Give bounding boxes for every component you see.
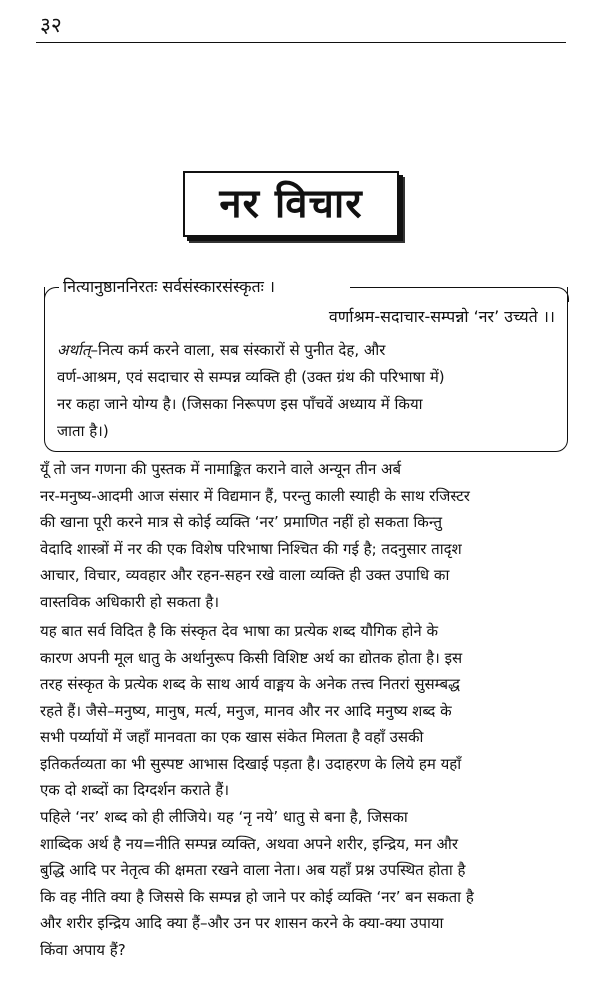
verse-box-corner-right <box>350 287 569 302</box>
page-number: ३२ <box>40 13 62 37</box>
paragraph-3: पहिले ‘नर’ शब्द को ही लीजिये। यह ‘नृ नये’ धातु से बना है, जिसका शाब्दिक अर्थ है नय=नीति सम्पन्न व्यक्ति, अथवा अपने शरीर, इन्द्रिय, मन और बुद्धि आदि पर नेतृत्व की क्षमता रखने वाला नेता। अब यहाँ प्रश्न उपस्थित होता है कि वह नीति क्या है जिससे कि सम्पन्न हो जाने पर कोई व्यक्ति ‘नर’ बन सकता है और शरीर इन्द्रिय आदि क्या हैं–और उन पर शासन करने के क्या-क्या उपाया किंवा अपाय हैं? <box>40 808 474 959</box>
paragraph-2: यह बात सर्व विदित है कि संस्कृत देव भाषा का प्रत्येक शब्द यौगिक होने के कारण अपनी मूल धातु के अर्थानुरूप किसी विशिष्ट अर्थ का द्योतक होता है। इस तरह संस्कृत के प्रत्येक शब्द के साथ आर्य वाङ्मय के अनेक तत्त्व नितरां सुसम्बद्ध रहते हैं। जैसे–मनुष्य, मानुष, मर्त्य, मनुज, मानव और नर आदि मनुष्य शब्द के सभी पर्य्यायों में जहाँ मानवता का एक खास संकेत मिलता है वहाँ उसकी इतिकर्तव्यता का भी सुस्पष्ट आभास दिखाई पड़ता है। उदाहरण के लिये हम यहाँ एक दो शब्दों का दिग्दर्शन कराते हैं। <box>40 622 463 799</box>
verse-line-1: नित्यानुष्ठाननिरतः सर्वसंस्कारसंस्कृतः । <box>63 273 279 301</box>
verse-meaning <box>57 337 555 445</box>
header-rule <box>36 42 566 43</box>
paragraph-1: यूँ तो जन गणना की पुस्तक में नामाङ्कित कराने वाले अन्यून तीन अर्ब नर-मनुष्य-आदमी आज संसार में विद्यमान हैं, परन्तु काली स्याही के साथ रजिस्टर की खाना पूरी करने मात्र से कोई व्यक्ति ‘नर’ प्रमाणित नहीं हो सकता किन्तु वेदादि शास्त्रों में नर की एक विशेष परिभाषा निश्चित की गई है; तदनुसार तादृश आचार, विचार, व्यवहार और रहन-सहन रखे वाला व्यक्ति ही उक्त उपाधि का वास्तविक अधिकारी हो सकता है। <box>40 460 470 611</box>
meaning-label: अर्थात् <box>57 341 91 359</box>
verse-line-2: वर्णाश्रम-सदाचार-सम्पन्नो ‘नर’ उच्यते ।। <box>328 307 555 326</box>
chapter-title: नर विचार <box>183 171 399 237</box>
verse-box-corner-left <box>44 287 59 302</box>
meaning-text: –नित्य कर्म करने वाला, सब संस्कारों से पुनीत देह, और वर्ण-आश्रम, एवं सदाचार से सम्पन्न व्यक्ति ही (उक्त ग्रंथ की परिभाषा में) नर कहा जाने योग्य है। (जिसका निरूपण इस पाँचवें अध्याय में किया जाता है।) <box>57 341 445 440</box>
verse-box <box>44 277 568 452</box>
